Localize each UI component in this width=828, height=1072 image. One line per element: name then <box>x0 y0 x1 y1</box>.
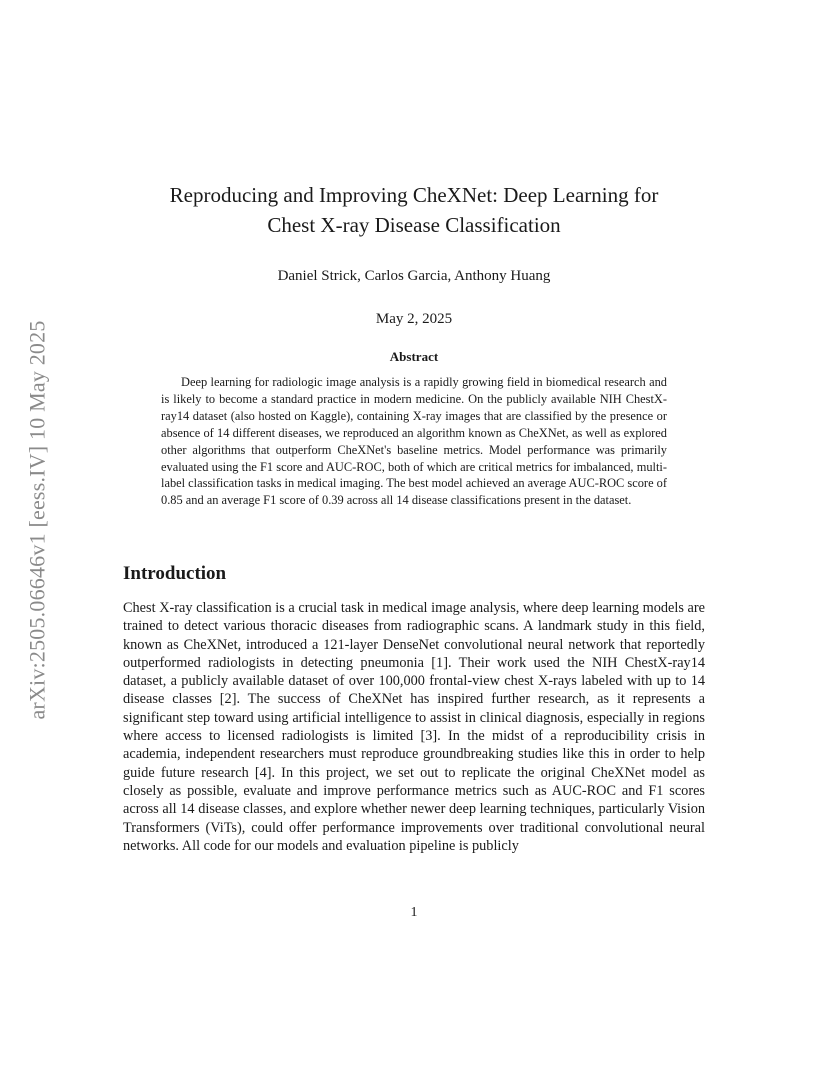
arxiv-identifier: arXiv:2505.06646v1 [eess.IV] 10 May 2025 <box>25 320 50 720</box>
abstract-heading: Abstract <box>389 349 439 364</box>
paper-date: May 2, 2025 <box>375 311 453 327</box>
page-number: 1 <box>410 905 418 920</box>
paper-title <box>110 180 718 240</box>
introduction-paragraph: Chest X-ray classification is a crucial task in medical image analysis, where deep learning models are trained to detect various thoracic diseases from radiographic scans. A landmark study in this field, known as CheXNet, introduced a 121-layer DenseNet convolutional neural network that reportedly outperformed radiologists in detecting pneumonia [1]. Their work used the NIH ChestX-ray14 dataset, a publicly available dataset of over 100,000 frontal-view chest X-rays labeled with up to 14 disease classes [2]. The success of CheXNet has inspired further research, as it represents a significant step toward using artificial intelligence to assist in clinical diagnosis, especially in regions where access to licensed radiologists is limited [3]. In the midst of a reproducibility crisis in academia, independent researchers must reproduce groundbreaking studies like this in order to help guide future research [4]. In this project, we set out to replicate the original CheXNet model as closely as possible, evaluate and improve performance metrics such as AUC-ROC and F1 scores across all 14 disease classes, and explore whether newer deep learning techniques, particularly Vision Transformers (ViTs), could offer performance improvements over traditional convolutional neural networks. All code for our models and evaluation pipeline is publicly <box>123 600 705 854</box>
section-heading-introduction: Introduction <box>123 563 227 584</box>
title-line-2: Chest X-ray Disease Classification <box>267 213 561 237</box>
abstract-body: Deep learning for radiologic image analysis is a rapidly growing field in biomedical research and is likely to become a standard practice in modern medicine. On the publicly available NIH ChestX-ray14 dataset (also hosted on Kaggle), containing X-ray images that are classified by the presence or absence of 14 different diseases, we reproduced an algorithm known as CheXNet, as well as explored other algorithms that outperform CheXNet's baseline metrics. Model performance was primarily evaluated using the F1 score and AUC-ROC, both of which are critical metrics for imbalanced, multi-label classification tasks in medical imaging. The best model achieved an average AUC-ROC score of 0.85 and an average F1 score of 0.39 across all 14 disease classifications present in the dataset. <box>161 375 667 508</box>
arxiv-stamp <box>18 290 58 750</box>
author-list: Daniel Strick, Carlos Garcia, Anthony Huang <box>277 268 551 284</box>
title-line-1: Reproducing and Improving CheXNet: Deep Learning for <box>169 183 659 207</box>
